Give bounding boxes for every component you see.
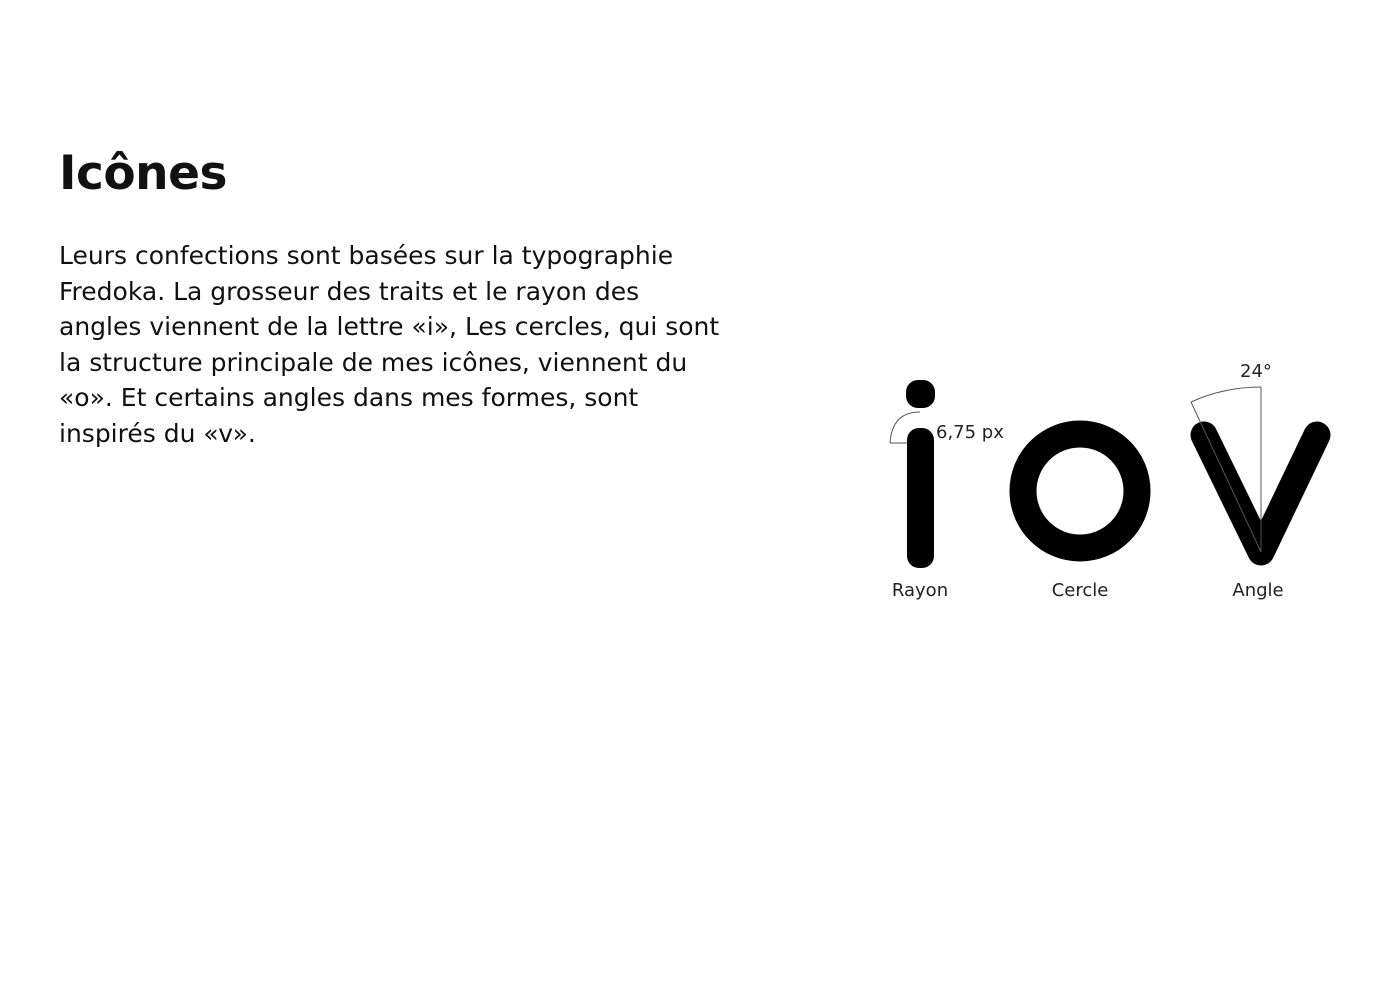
page-title: Icônes bbox=[59, 146, 227, 201]
stroke-width-measure: 6,75 px bbox=[936, 422, 1004, 443]
caption-cercle: Cercle bbox=[1051, 580, 1109, 601]
intro-line-3: angles viennent de la lettre «i», Les cercles, qui sont bbox=[59, 312, 720, 342]
intro-line-2: Fredoka. La grosseur des traits et le rayon des bbox=[59, 276, 640, 306]
intro-line-5: «o». Et certains angles dans mes formes, sont bbox=[59, 383, 639, 413]
angle-guide-diagonal bbox=[1191, 402, 1261, 552]
angle-measure: 24° bbox=[1240, 361, 1272, 382]
angle-guide-arc bbox=[1191, 387, 1261, 402]
letterform-diagram bbox=[860, 340, 1360, 630]
intro-paragraph bbox=[59, 238, 779, 452]
letter-i-stem bbox=[907, 428, 934, 568]
intro-line-4: la structure principale de mes icônes, viennent du bbox=[59, 347, 688, 377]
intro-line-6: inspirés du «v». bbox=[59, 418, 256, 448]
caption-rayon: Rayon bbox=[891, 580, 949, 601]
intro-line-1: Leurs confections sont basées sur la typographie bbox=[59, 241, 674, 270]
letter-o-ring bbox=[1023, 434, 1137, 548]
caption-angle: Angle bbox=[1232, 580, 1284, 601]
letterform-figure bbox=[860, 340, 1360, 630]
letter-i-dot bbox=[906, 380, 935, 408]
